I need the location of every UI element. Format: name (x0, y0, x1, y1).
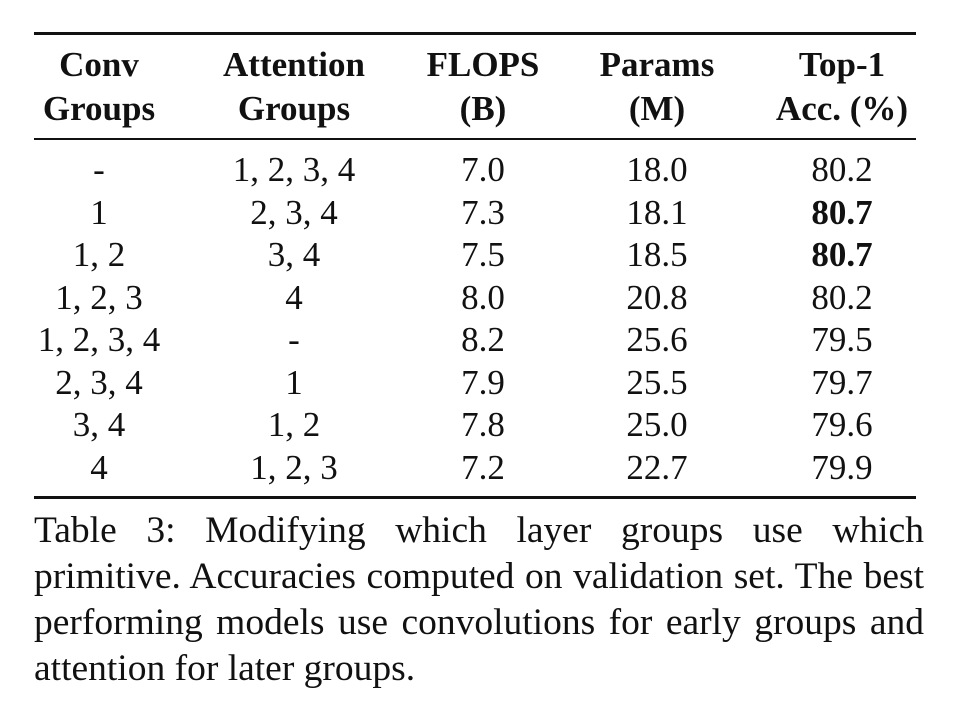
header-rule (34, 138, 916, 140)
cell-row8-attention-groups: 1, 2, 3 (250, 447, 338, 487)
cell-row3-conv-groups: 1, 2 (72, 235, 126, 274)
cell-row2-top1-acc: 80.7 (811, 192, 873, 232)
cell-row1-top1-acc: 80.2 (811, 150, 873, 189)
cell-row2-params: 18.1 (626, 192, 688, 232)
cell-row6-flops: 7.9 (461, 362, 505, 402)
header-top1-acc-line1: Top-1 (798, 45, 886, 84)
cell-row5-top1-acc: 79.5 (811, 320, 873, 359)
header-conv-groups-line1: Conv (59, 45, 139, 84)
cell-row8-top1-acc: 79.9 (811, 447, 873, 487)
header-flops-line2: (B) (459, 89, 507, 128)
cell-row7-params: 25.0 (626, 405, 688, 444)
cell-row6-attention-groups: 1 (285, 362, 303, 402)
cell-row6-top1-acc: 79.7 (811, 362, 873, 402)
bottom-rule (34, 496, 916, 499)
header-conv-groups-line2: Groups (42, 89, 156, 128)
cell-row7-flops: 7.8 (461, 405, 505, 444)
table-caption: Table 3: Modifying which layer groups use which primitive. Accuracies computed on validation set. The best performing models use convolutions for early groups and attention for later groups. (34, 510, 924, 689)
cell-row8-conv-groups: 4 (90, 447, 108, 487)
cell-row7-attention-groups: 1, 2 (267, 405, 321, 444)
cell-row3-attention-groups: 3, 4 (267, 235, 321, 274)
cell-row8-params: 22.7 (626, 447, 688, 487)
header-params-line2: (M) (628, 89, 686, 128)
cell-row7-top1-acc: 79.6 (811, 405, 873, 444)
cell-row2-conv-groups: 1 (90, 192, 108, 232)
cell-row1-conv-groups: - (93, 150, 105, 189)
header-flops-line1: FLOPS (426, 45, 540, 84)
cell-row6-conv-groups: 2, 3, 4 (55, 362, 143, 402)
cell-row3-flops: 7.5 (461, 235, 505, 274)
cell-row4-params: 20.8 (626, 277, 688, 317)
cell-row3-params: 18.5 (626, 235, 688, 274)
top-rule (34, 32, 916, 35)
cell-row1-attention-groups: 1, 2, 3, 4 (232, 150, 356, 189)
cell-row1-flops: 7.0 (461, 150, 505, 189)
cell-row5-flops: 8.2 (461, 320, 505, 359)
cell-row2-attention-groups: 2, 3, 4 (250, 192, 338, 232)
cell-row4-conv-groups: 1, 2, 3 (55, 277, 143, 317)
cell-row8-flops: 7.2 (461, 447, 505, 487)
cell-row4-flops: 8.0 (461, 277, 505, 317)
cell-row4-top1-acc: 80.2 (811, 277, 873, 317)
header-attention-groups-line1: Attention (223, 45, 365, 84)
header-attention-groups-line2: Groups (237, 89, 351, 128)
cell-row3-top1-acc: 80.7 (811, 235, 873, 274)
cell-row5-conv-groups: 1, 2, 3, 4 (37, 320, 161, 359)
cell-row5-params: 25.6 (626, 320, 688, 359)
cell-row1-params: 18.0 (626, 150, 688, 189)
cell-row5-attention-groups: - (288, 320, 300, 359)
cell-row2-flops: 7.3 (461, 192, 505, 232)
header-params-line1: Params (599, 45, 715, 84)
cell-row4-attention-groups: 4 (285, 277, 303, 317)
cell-row7-conv-groups: 3, 4 (72, 405, 126, 444)
cell-row6-params: 25.5 (626, 362, 688, 402)
header-top1-acc-line2: Acc. (%) (775, 89, 909, 128)
